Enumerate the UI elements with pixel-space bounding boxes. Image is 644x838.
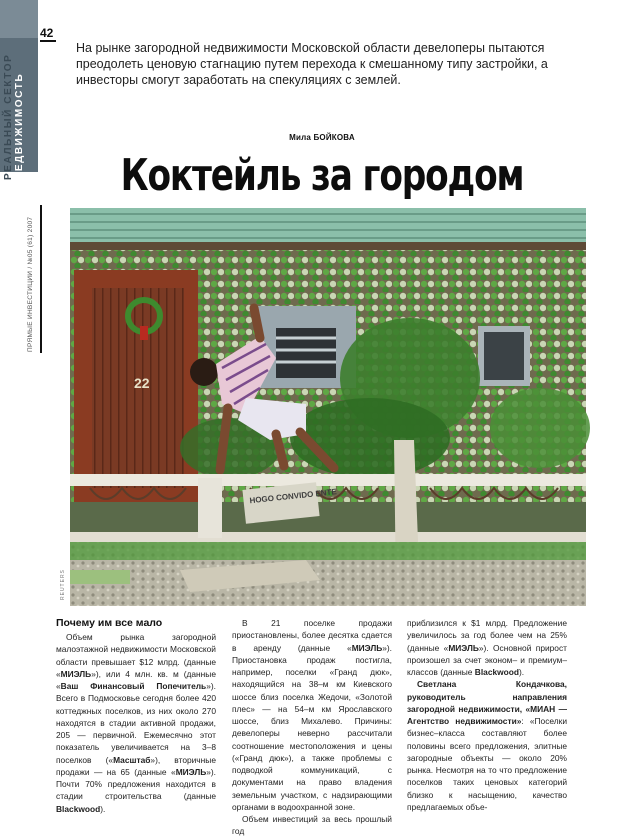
- column-2-paragraph-2: Объем инвестиций за весь прошлый год: [232, 814, 392, 837]
- column-1-paragraph: Объем рынка загородной малоэтажной недвижимости Московской области превышает $12 млрд. (данные «МИЭЛЬ»), или 4 млн. кв. м (данные «Ваш Финансовый Попечитель»). Всего в Подмосковье сегодня более 420 коттеджных поселков, из них около 270 находятся в стадии активной продажи, 205 — первичной. Ежемесячно этот показатель увеличивается на 3–8 поселков («Масштаб»), вторичные продажи — на 65 (данные «МИЭЛЬ»). Почти 70% предложения находится в стадии строительства (данные Blackwood).: [56, 632, 216, 814]
- bottle-house-illustration: [70, 208, 586, 606]
- column-3-paragraph-2: Светлана Кондачкова, руководитель направления загородной недвижимости, «МИАН — Агентство недвижимости»: «Поселки бизнес–класса составляют более половины всего предложения, элитные загородные объекты — около 20% рынка. Несмотря на то что предложение поселков таких ценовых категорий близко к насыщению, качество предлагаемых объе-: [407, 679, 567, 812]
- article-title: Коктейль за городом: [120, 150, 524, 201]
- house-number: 22: [134, 375, 150, 391]
- article-column-1: [56, 617, 216, 815]
- page-number: 42: [40, 26, 54, 40]
- magazine-info: ПРЯМЫЕ ИНВЕСТИЦИИ / №05 (61) 2007: [27, 216, 34, 352]
- article-subhead: Почему им все мало: [56, 617, 163, 629]
- column-3-paragraph-1: приблизился к $1 млрд. Предложение увеличилось за год более чем на 25% (данные «МИЭЛЬ»). Основной прирост произошел за счет эконом– и премиум–классов (данные Blackwood).: [407, 618, 567, 677]
- article-lead: На рынке загородной недвижимости Московской области девелоперы пытаются преодолеть ценовую стагнацию путем перехода к смешанному типу застройки, а инвесторы смогут заработать на спекуляциях с землей.: [76, 41, 548, 87]
- page-number-rule: [40, 40, 56, 42]
- author-byline: Мила БОЙКОВА: [289, 133, 355, 142]
- subsection-label: НЕДВИЖИМОСТЬ: [14, 72, 25, 180]
- section-tab-corner: [0, 0, 38, 38]
- article-column-3: [407, 617, 567, 813]
- article-column-2: [232, 617, 392, 838]
- photo-credit: REUTERS: [60, 569, 66, 600]
- section-label: РЕАЛЬНЫЙ СЕКТОР: [3, 53, 14, 180]
- article-photo: [70, 208, 586, 606]
- issue-rule: [40, 205, 42, 353]
- photo-sign: HOGO CONVIDO ENTE: [249, 487, 338, 506]
- column-2-paragraph-1: В 21 поселке продажи приостановлены, более десятка сдается в аренду (данные «МИЭЛЬ»). Приостановка продаж постигла, например, поселки «Гранд дюк», находящийся на 38–м км Киевского шоссе близ поселка Жедочи, «Золотой плес» — на 54–м км Ярославского шоссе, близ Михалево. Причины: девелоперы неверно рассчитали соотношение местоположения и цены («Гранд дюк»), а также проблемы с подводкой коммуникаций, с документами на право владения земельным участком, с надзирающими органами в водоохранной зоне.: [232, 618, 392, 812]
